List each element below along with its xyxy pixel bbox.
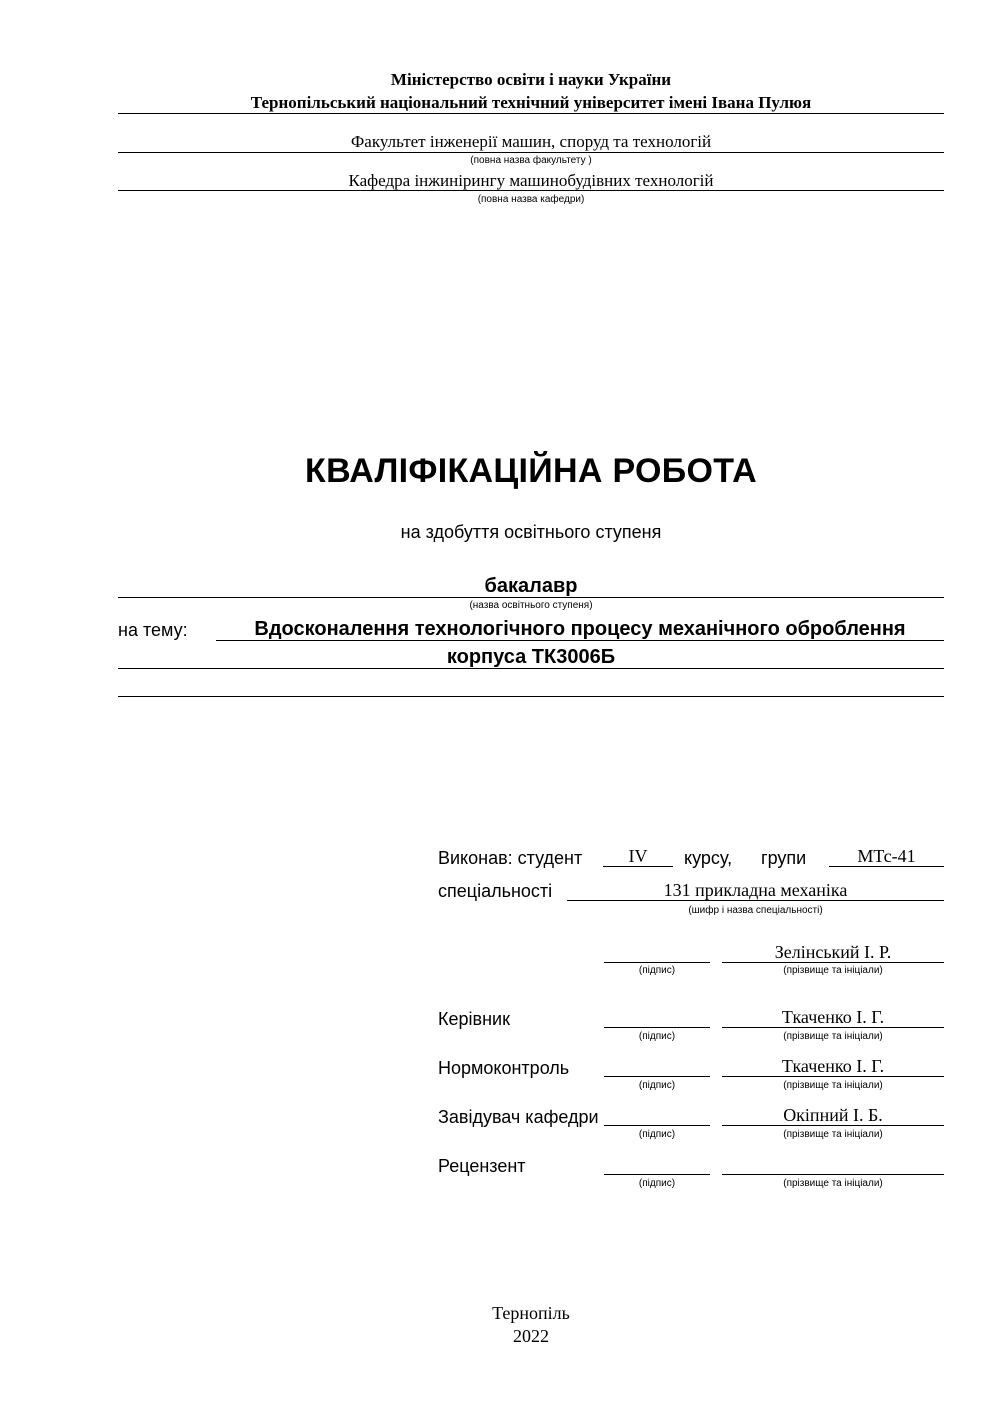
norm-control-signature-line xyxy=(604,1076,710,1077)
course-underline xyxy=(603,866,673,867)
faculty-underline xyxy=(118,152,944,153)
done-by-label: Виконав: студент xyxy=(438,848,583,868)
supervisor-name-line xyxy=(722,1027,944,1028)
topic-label: на тему: xyxy=(118,620,188,640)
supervisor-label: Керівник xyxy=(438,1009,510,1029)
department-name: Кафедра інжинірингу машинобудівних технологій xyxy=(348,171,714,190)
norm-control-label: Нормоконтроль xyxy=(438,1058,570,1078)
group-value: МТс-41 xyxy=(857,846,916,866)
signature-hint: (підпис) xyxy=(638,1031,676,1042)
degree-value: бакалавр xyxy=(484,575,578,597)
supervisor-signature-line xyxy=(604,1027,710,1028)
topic-line-1: Вдосконалення технологічного процесу механічного оброблення xyxy=(254,618,906,640)
ministry-name: Міністерство освіти і науки України xyxy=(390,70,672,89)
document-subtitle: на здобуття освітнього ступеня xyxy=(400,522,662,542)
signature-hint: (підпис) xyxy=(638,1178,676,1189)
specialty-underline xyxy=(567,900,944,901)
head-name-line xyxy=(722,1125,944,1126)
supervisor-name: Ткаченко І. Г. xyxy=(781,1007,885,1027)
year: 2022 xyxy=(513,1326,549,1346)
student-name-line xyxy=(722,962,944,963)
norm-control-name: Ткаченко І. Г. xyxy=(781,1056,885,1076)
degree-underline xyxy=(118,597,944,598)
name-hint: (прізвище та ініціали) xyxy=(783,1129,883,1140)
document-title: КВАЛІФІКАЦІЙНА РОБОТА xyxy=(305,452,757,490)
name-hint: (прізвище та ініціали) xyxy=(783,965,883,976)
group-label: групи xyxy=(761,848,807,868)
student-signature-line xyxy=(604,962,710,963)
faculty-name: Факультет інженерії машин, споруд та технологій xyxy=(350,132,712,151)
course-value: IV xyxy=(628,846,648,866)
divider-line xyxy=(118,113,944,114)
degree-hint: (назва освітнього ступеня) xyxy=(469,600,593,611)
topic-underline-3 xyxy=(118,696,944,697)
topic-underline-2 xyxy=(118,668,944,669)
student-name: Зелінський І. Р. xyxy=(774,942,892,962)
name-hint: (прізвище та ініціали) xyxy=(783,1178,883,1189)
city: Тернопіль xyxy=(492,1303,570,1323)
reviewer-signature-line xyxy=(604,1174,710,1175)
reviewer-name-line xyxy=(722,1174,944,1175)
group-underline xyxy=(829,866,944,867)
specialty-label: спеціальності xyxy=(438,881,553,901)
reviewer-label: Рецензент xyxy=(438,1156,526,1176)
topic-underline-1 xyxy=(216,640,944,641)
department-hint: (повна назва кафедри) xyxy=(477,194,585,205)
signature-hint: (підпис) xyxy=(638,1129,676,1140)
norm-control-name-line xyxy=(722,1076,944,1077)
specialty-value: 131 прикладна механіка xyxy=(663,880,848,900)
university-name: Тернопільський національний технічний університет імені Івана Пулюя xyxy=(250,93,812,112)
course-label: курсу, xyxy=(684,848,733,868)
specialty-hint: (шифр і назва спеціальності) xyxy=(688,905,823,916)
signature-hint: (підпис) xyxy=(638,1080,676,1091)
faculty-hint: (повна назва факультету ) xyxy=(470,155,592,166)
head-signature-line xyxy=(604,1125,710,1126)
topic-line-2: корпуса ТК3006Б xyxy=(446,646,616,668)
head-of-department-name: Окіпний І. Б. xyxy=(783,1105,883,1125)
head-of-department-label: Завідувач кафедри xyxy=(438,1107,599,1127)
department-underline xyxy=(118,190,944,191)
name-hint: (прізвище та ініціали) xyxy=(783,1080,883,1091)
name-hint: (прізвище та ініціали) xyxy=(783,1031,883,1042)
signature-hint: (підпис) xyxy=(638,965,676,976)
